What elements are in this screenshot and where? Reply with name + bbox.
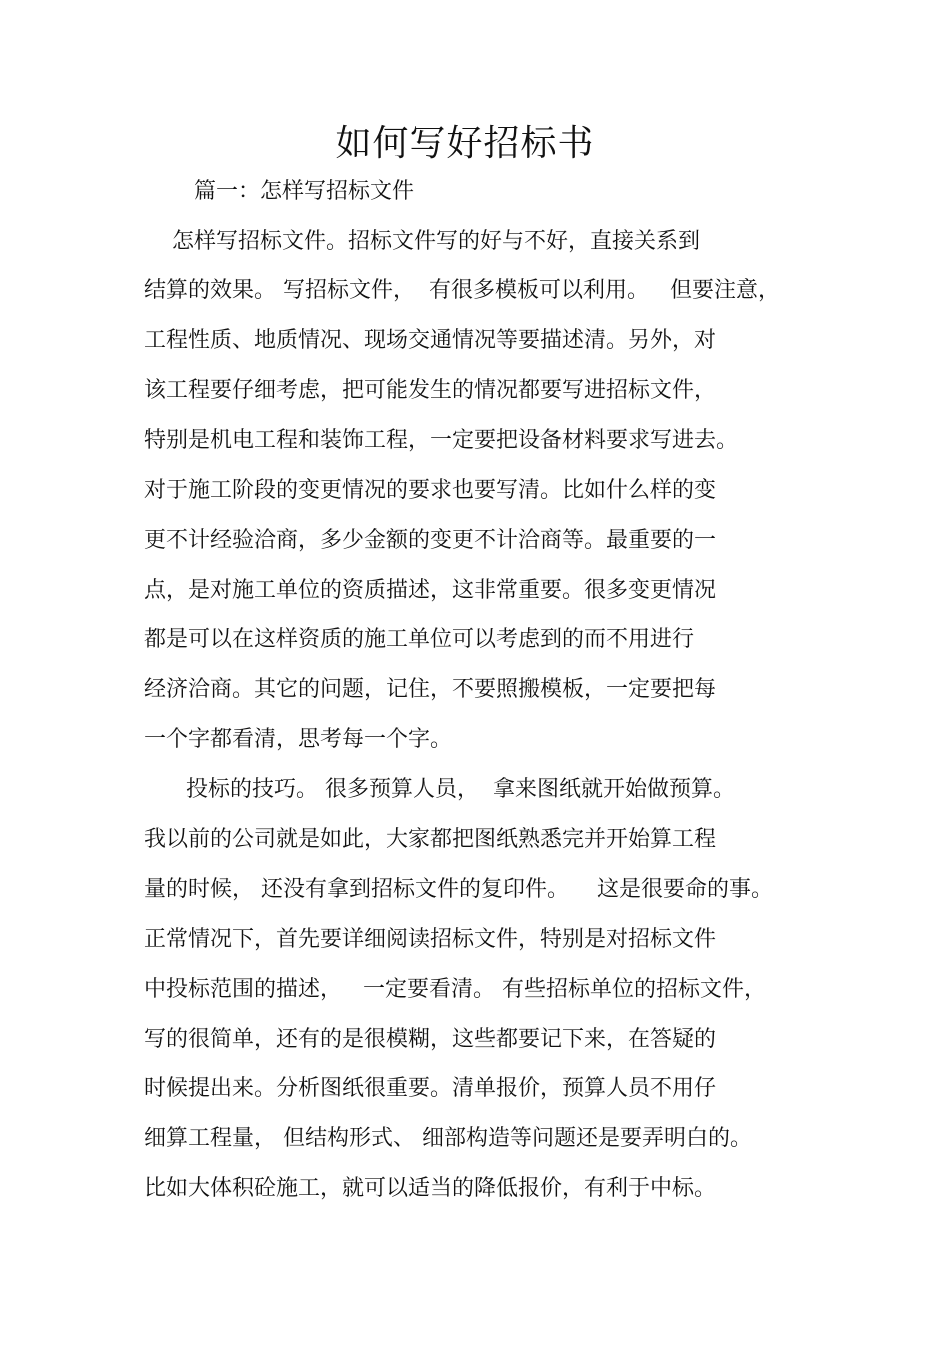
body-line: 怎样写招标文件。招标文件写的好与不好，直接关系到 xyxy=(144,229,700,254)
body-line: 结算的效果。 写招标文件， 有很多模板可以利用。 但要注意， xyxy=(144,278,780,303)
body-line: 经济洽商。其它的问题，记住，不要照搬模板，一定要把每 xyxy=(144,677,717,702)
body-line: 工程性质、地质情况、现场交通情况等要描述清。另外，对 xyxy=(144,328,717,353)
body-line: 细算工程量， 但结构形式、 细部构造等问题还是要弄明白的。 xyxy=(144,1126,752,1151)
body-line: 对于施工阶段的变更情况的要求也要写清。比如什么样的变 xyxy=(144,478,717,503)
body-line: 投标的技巧。 很多预算人员， 拿来图纸就开始做预算。 xyxy=(144,777,735,802)
body-line: 正常情况下，首先要详细阅读招标文件，特别是对招标文件 xyxy=(144,927,717,952)
body-line: 一个字都看清，思考每一个字。 xyxy=(144,727,453,752)
body-line: 该工程要仔细考虑，把可能发生的情况都要写进招标文件， xyxy=(144,378,717,403)
body-line: 点，是对施工单位的资质描述，这非常重要。很多变更情况 xyxy=(144,578,717,603)
body-line: 量的时候， 还没有拿到招标文件的复印件。 这是很要命的事。 xyxy=(144,877,773,902)
body-line: 时候提出来。分析图纸很重要。清单报价，预算人员不用仔 xyxy=(144,1076,717,1101)
body-line: 都是可以在这样资质的施工单位可以考虑到的而不用进行 xyxy=(144,627,695,652)
section-heading: 篇一：怎样写招标文件 xyxy=(194,179,415,204)
body-line: 写的很简单，还有的是很模糊，这些都要记下来，在答疑的 xyxy=(144,1027,717,1052)
body-line: 更不计经验洽商，多少金额的变更不计洽商等。最重要的一 xyxy=(144,528,717,553)
body-line: 我以前的公司就是如此，大家都把图纸熟悉完并开始算工程 xyxy=(144,827,717,852)
body-line: 特别是机电工程和装饰工程，一定要把设备材料要求写进去。 xyxy=(144,428,739,453)
body-line: 中投标范围的描述， 一定要看清。 有些招标单位的招标文件， xyxy=(144,977,766,1002)
document-title: 如何写好招标书 xyxy=(335,123,595,164)
body-line: 比如大体积砼施工，就可以适当的降低报价，有利于中标。 xyxy=(144,1176,717,1201)
